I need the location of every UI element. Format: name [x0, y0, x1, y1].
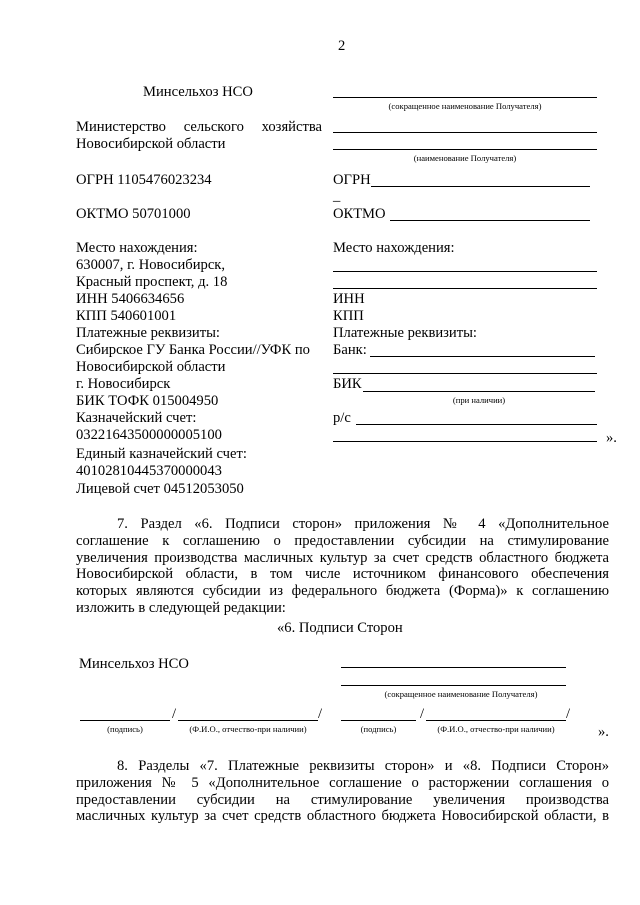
ministry-single-treasury-label: Единый казначейский счет: [76, 446, 247, 462]
recipient-bik-line [363, 391, 595, 392]
paragraph-7-line: изложить в следующей редакции: [76, 599, 286, 616]
recipient-ogrn-line [371, 186, 590, 187]
recipient-inn-label: ИНН [333, 291, 365, 307]
ministry-kpp: КПП 540601001 [76, 308, 177, 324]
ministry-signature-caption: (подпись) [107, 724, 143, 734]
ministry-full-name-line2: Новосибирской области [76, 136, 226, 152]
ministry-fio-slash: / [318, 706, 323, 722]
recipient-signature-slash: / [420, 706, 425, 722]
recipient-short-name-caption: (сокращенное наименование Получателя) [388, 101, 542, 111]
ministry-address-line2: Красный проспект, д. 18 [76, 274, 228, 290]
ministry-bik: БИК ТОФК 015004950 [76, 393, 219, 409]
ministry-inn: ИНН 5406634656 [76, 291, 185, 307]
ministry-bank-line3: г. Новосибирск [76, 376, 171, 392]
ministry-oktmo: ОКТМО 50701000 [76, 206, 191, 222]
recipient-bik-caption: (при наличии) [452, 395, 506, 405]
signatures-recipient-line-2 [341, 685, 566, 686]
paragraph-7-line: соглашение к соглашению о предоставлении субсидии на стимулирование [76, 532, 609, 549]
signatures-recipient-caption: (сокращенное наименование Получателя) [384, 689, 538, 699]
recipient-fio-slash: / [566, 706, 571, 722]
ministry-fio-caption: (Ф.И.О., отчество-при наличии) [189, 724, 307, 734]
recipient-address-label: Место нахождения: [333, 240, 455, 256]
recipient-kpp-label: КПП [333, 308, 364, 324]
recipient-signature-caption: (подпись) [360, 724, 397, 734]
recipient-address-line-1 [333, 271, 597, 272]
paragraph-7-line: 7. Раздел «6. Подписи сторон» приложения № 4 «Дополнительное [117, 516, 609, 532]
ministry-ogrn: ОГРН 1105476023234 [76, 172, 212, 188]
recipient-bank-line-2 [333, 373, 597, 374]
recipient-oktmo-label: ОКТМО [333, 206, 386, 222]
paragraph-8-line: 8. Разделы «7. Платежные реквизиты сторон» и «8. Подписи Сторон» [117, 758, 609, 774]
ministry-fio-line [178, 720, 318, 721]
signatures-ministry-short: Минсельхоз НСО [79, 656, 189, 672]
paragraph-8-line: масличных культур за счет средств областного бюджета Новосибирской области, в [76, 808, 609, 825]
ministry-payment-label: Платежные реквизиты: [76, 325, 220, 341]
ministry-address-label: Место нахождения: [76, 240, 198, 256]
signatures-heading: «6. Подписи Сторон [277, 620, 403, 636]
recipient-address-line-2 [333, 288, 597, 289]
recipient-bank-label: Банк: [333, 342, 367, 358]
ministry-bank-line1: Сибирское ГУ Банка России//УФК по [76, 342, 310, 358]
signatures-closing: ». [598, 724, 609, 740]
page-number: 2 [338, 38, 346, 54]
recipient-bank-line [370, 356, 595, 357]
recipient-ogrn-tail: _ [333, 188, 341, 204]
recipient-closing-quote: ». [606, 430, 617, 446]
ministry-bank-line2: Новосибирской области [76, 359, 226, 375]
recipient-name-line-2 [333, 149, 597, 150]
recipient-oktmo-line [390, 220, 590, 221]
recipient-fio-caption: (Ф.И.О., отчество-при наличии) [437, 724, 555, 734]
ministry-personal-account: Лицевой счет 04512053050 [76, 481, 244, 497]
paragraph-8-line: приложения № 5 «Дополнительное соглашение о расторжении соглашения о [76, 774, 609, 791]
paragraph-7-line: увеличения производства масличных культур за счет средств областного бюджета [76, 549, 609, 566]
paragraph-7 [76, 516, 609, 617]
recipient-short-name-line [333, 97, 597, 98]
recipient-account-label: р/с [333, 410, 351, 426]
paragraph-7-line: которых являются субсидии из федерального бюджета (Форма)» к соглашению [76, 583, 609, 600]
recipient-account-line [356, 424, 597, 425]
signatures-recipient-line-1 [341, 667, 566, 668]
recipient-bik-label: БИК [333, 376, 362, 392]
paragraph-8-line: предоставлении субсидии на стимулирование увеличения производства [76, 791, 609, 808]
paragraph-7-line: Новосибирской области, в том числе источником финансового обеспечения [76, 566, 609, 583]
ministry-single-treasury-account: 40102810445370000043 [76, 463, 222, 479]
recipient-account-line-2 [333, 441, 597, 442]
ministry-treasury-label: Казначейский счет: [76, 410, 197, 426]
recipient-fio-line [426, 720, 566, 721]
ministry-short-name: Минсельхоз НСО [143, 84, 253, 100]
recipient-name-caption: (наименование Получателя) [413, 153, 517, 163]
recipient-signature-line [341, 720, 416, 721]
paragraph-8 [76, 758, 609, 825]
ministry-treasury-account: 03221643500000005100 [76, 427, 222, 443]
ministry-signature-slash: / [172, 706, 177, 722]
recipient-ogrn-label: ОГРН [333, 172, 371, 188]
ministry-full-name-line1: Министерство сельского хозяйства [76, 119, 322, 135]
recipient-payment-label: Платежные реквизиты: [333, 325, 477, 341]
recipient-name-line-1 [333, 132, 597, 133]
ministry-signature-line [80, 720, 170, 721]
ministry-address-line1: 630007, г. Новосибирск, [76, 257, 226, 273]
